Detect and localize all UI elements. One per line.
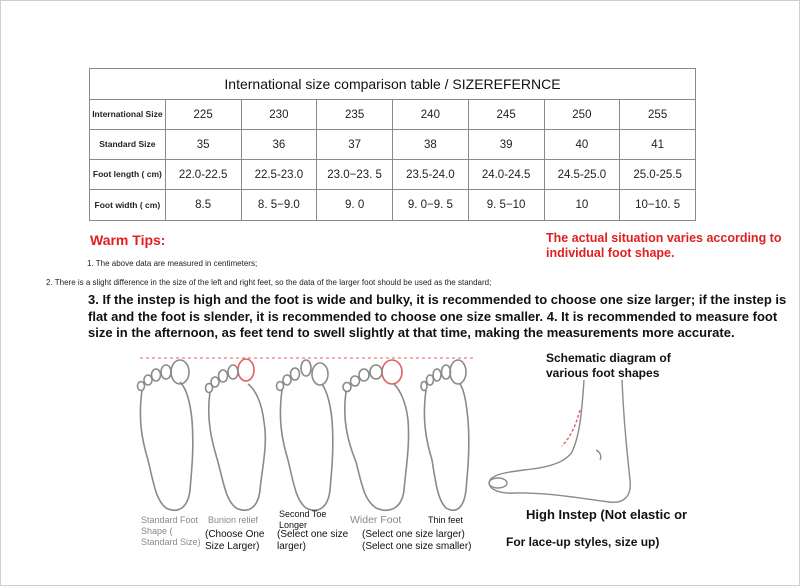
table-row [90, 130, 696, 160]
table-cell: 230 [241, 100, 317, 130]
table-cell: 25.0-25.5 [620, 160, 696, 190]
wider-foot-icon [343, 360, 409, 510]
wider-foot-label: Wider Foot [350, 514, 402, 526]
thin-feet-label: Thin feet [428, 515, 464, 525]
table-cell: 10 [544, 190, 620, 221]
table-title: International size comparison table / SIZEREFERNCE [90, 69, 696, 100]
table-cell: 245 [468, 100, 544, 130]
table-cell: 8. 5−9.0 [241, 190, 317, 221]
table-row [90, 100, 696, 130]
table-cell: 35 [165, 130, 241, 160]
warm-tips-heading: Warm Tips: [90, 232, 166, 248]
thin-foot-icon [421, 360, 469, 510]
table-cell: 41 [620, 130, 696, 160]
foot-shapes-illustration [120, 350, 490, 515]
table-cell: 9. 0−9. 5 [393, 190, 469, 221]
high-instep-foot-icon [484, 380, 634, 505]
lace-up-note: For lace-up styles, size up) [506, 535, 660, 549]
table-cell: 22.0-22.5 [165, 160, 241, 190]
schematic-title: Schematic diagram of various foot shapes [546, 351, 671, 380]
tip-note-1: 1. The above data are measured in centimeters; [87, 259, 258, 268]
table-cell: 24.5-25.0 [544, 160, 620, 190]
table-cell: 250 [544, 100, 620, 130]
table-cell: 24.0-24.5 [468, 160, 544, 190]
table-cell: 38 [393, 130, 469, 160]
standard-foot-label: Standard Foot Shape ( Standard Size) [141, 515, 201, 547]
second-toe-label: Second Toe Longer [279, 509, 327, 530]
thin-size-note: (Select one size larger) (Select one size smaller) [362, 529, 472, 552]
table-cell: 9. 5−10 [468, 190, 544, 221]
row-header: Standard Size [90, 130, 166, 160]
table-cell: 37 [317, 130, 393, 160]
table-cell: 39 [468, 130, 544, 160]
row-header: International Size [90, 100, 166, 130]
table-cell: 9. 0 [317, 190, 393, 221]
table-cell: 235 [317, 100, 393, 130]
table-row [90, 190, 696, 221]
table-cell: 40 [544, 130, 620, 160]
table-cell: 23.5-24.0 [393, 160, 469, 190]
row-header: Foot length ( cm) [90, 160, 166, 190]
tip-note-3: 3. If the instep is high and the foot is wide and bulky, it is recommended to choose one size larger; if the instep is flat and the foot is slender, it is recommended to choose one size smaller. 4. It is recommended to measure foot size in the afternoon, as feet tend to swell slightly at that time, making the measurements more accurate. [88, 292, 787, 340]
table-cell: 8.5 [165, 190, 241, 221]
second-toe-foot-icon [277, 360, 333, 510]
bunion-foot-icon [206, 359, 266, 510]
tip-note-2: 2. There is a slight difference in the size of the left and right feet, so the data of the larger foot should be used as the standard; [46, 278, 492, 287]
row-header: Foot width ( cm) [90, 190, 166, 221]
bunion-label: Bunion relief [208, 515, 259, 525]
size-comparison-table [89, 68, 696, 221]
actual-situation-note: The actual situation varies according to individual foot shape. [546, 231, 782, 260]
table-cell: 23.0−23. 5 [317, 160, 393, 190]
table-cell: 255 [620, 100, 696, 130]
table-cell: 22.5-23.0 [241, 160, 317, 190]
table-cell: 240 [393, 100, 469, 130]
standard-foot-icon [138, 360, 193, 510]
table-cell: 10−10. 5 [620, 190, 696, 221]
table-cell: 225 [165, 100, 241, 130]
bunion-size-note: (Choose One Size Larger) [205, 529, 265, 552]
wider-size-note: (Select one size larger) [277, 529, 349, 552]
table-cell: 36 [241, 130, 317, 160]
table-row [90, 160, 696, 190]
high-instep-label: High Instep (Not elastic or [526, 507, 688, 522]
